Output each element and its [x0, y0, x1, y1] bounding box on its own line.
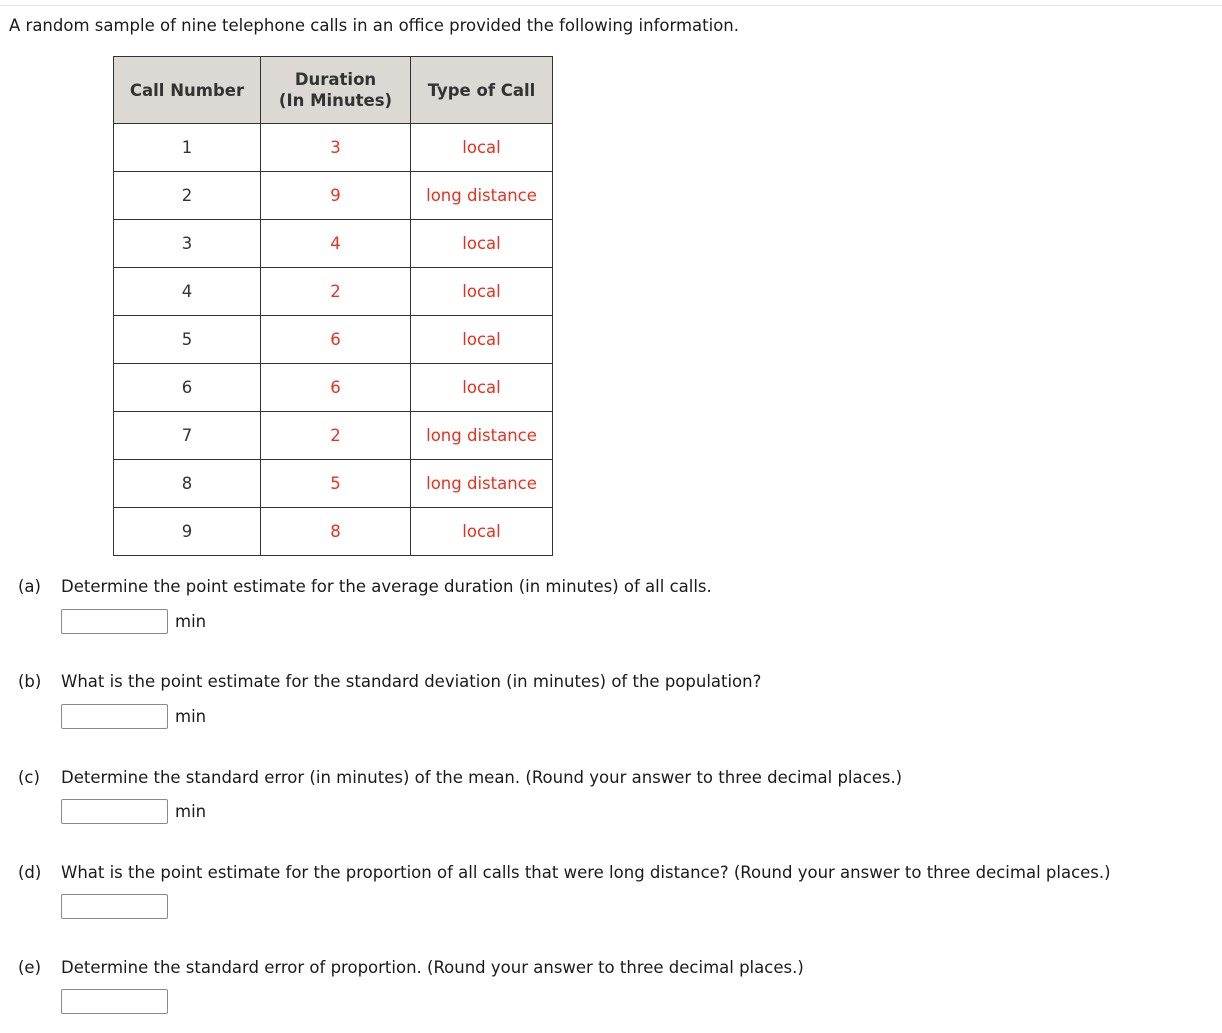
question-c-label: (c) — [18, 768, 40, 787]
call-type-cell: local — [411, 316, 553, 364]
answer-c-input[interactable] — [61, 799, 168, 824]
call-number-cell: 1 — [114, 124, 261, 172]
call-type-cell: long distance — [411, 460, 553, 508]
answer-b-input[interactable] — [61, 704, 168, 729]
duration-cell: 4 — [261, 220, 411, 268]
answer-d-row — [61, 893, 168, 920]
answer-a-unit: min — [175, 612, 207, 631]
duration-cell: 8 — [261, 508, 411, 556]
call-number-cell: 2 — [114, 172, 261, 220]
header-duration-line1: Duration — [294, 70, 377, 89]
answer-c-unit: min — [175, 802, 207, 821]
table-row — [114, 460, 553, 508]
question-d-text: What is the point estimate for the proportion of all calls that were long distance? (Round your answer to three decimal places.) — [61, 863, 1111, 882]
question-a-label: (a) — [18, 577, 41, 596]
call-type-cell: local — [411, 220, 553, 268]
header-type-of-call: Type of Call — [411, 57, 553, 124]
duration-cell: 6 — [261, 364, 411, 412]
question-c — [18, 766, 902, 790]
table-row — [114, 364, 553, 412]
question-a-text: Determine the point estimate for the average duration (in minutes) of all calls. — [61, 577, 712, 596]
duration-cell: 9 — [261, 172, 411, 220]
question-b-text: What is the point estimate for the standard deviation (in minutes) of the population? — [61, 672, 762, 691]
call-number-cell: 7 — [114, 412, 261, 460]
duration-cell: 6 — [261, 316, 411, 364]
question-d-label: (d) — [18, 863, 42, 882]
answer-d-input[interactable] — [61, 894, 168, 919]
call-number-cell: 9 — [114, 508, 261, 556]
answer-b-unit: min — [175, 707, 207, 726]
call-type-cell: long distance — [411, 172, 553, 220]
calls-table — [113, 56, 553, 556]
call-number-cell: 3 — [114, 220, 261, 268]
call-type-cell: local — [411, 508, 553, 556]
table-row — [114, 220, 553, 268]
answer-a-row — [61, 608, 206, 635]
answer-e-row — [61, 988, 168, 1015]
header-call-number: Call Number — [114, 57, 261, 124]
call-number-cell: 6 — [114, 364, 261, 412]
answer-c-row — [61, 798, 206, 825]
question-e-text: Determine the standard error of proportion. (Round your answer to three decimal places.) — [61, 958, 804, 977]
answer-a-input[interactable] — [61, 609, 168, 634]
call-type-cell: long distance — [411, 412, 553, 460]
call-type-cell: local — [411, 124, 553, 172]
question-b — [18, 670, 761, 694]
table-row — [114, 268, 553, 316]
call-number-cell: 5 — [114, 316, 261, 364]
answer-b-row — [61, 703, 206, 730]
answer-e-input[interactable] — [61, 989, 168, 1014]
question-e — [18, 956, 804, 980]
question-b-label: (b) — [18, 672, 42, 691]
table-row — [114, 412, 553, 460]
header-duration-line2: (In Minutes) — [278, 91, 393, 110]
question-d — [18, 861, 1111, 885]
duration-cell: 5 — [261, 460, 411, 508]
call-type-cell: local — [411, 268, 553, 316]
table-row — [114, 316, 553, 364]
question-a — [18, 575, 712, 599]
question-e-label: (e) — [18, 958, 42, 977]
duration-cell: 2 — [261, 268, 411, 316]
question-c-text: Determine the standard error (in minutes) of the mean. (Round your answer to three decimal places.) — [61, 768, 903, 787]
call-type-cell: local — [411, 364, 553, 412]
header-duration — [261, 57, 411, 124]
problem-intro: A random sample of nine telephone calls in an office provided the following information. — [9, 16, 739, 35]
call-number-cell: 8 — [114, 460, 261, 508]
table-row — [114, 124, 553, 172]
table-header-row — [114, 57, 553, 124]
table-row — [114, 172, 553, 220]
top-divider — [0, 5, 1222, 6]
duration-cell: 3 — [261, 124, 411, 172]
duration-cell: 2 — [261, 412, 411, 460]
call-number-cell: 4 — [114, 268, 261, 316]
table-row — [114, 508, 553, 556]
